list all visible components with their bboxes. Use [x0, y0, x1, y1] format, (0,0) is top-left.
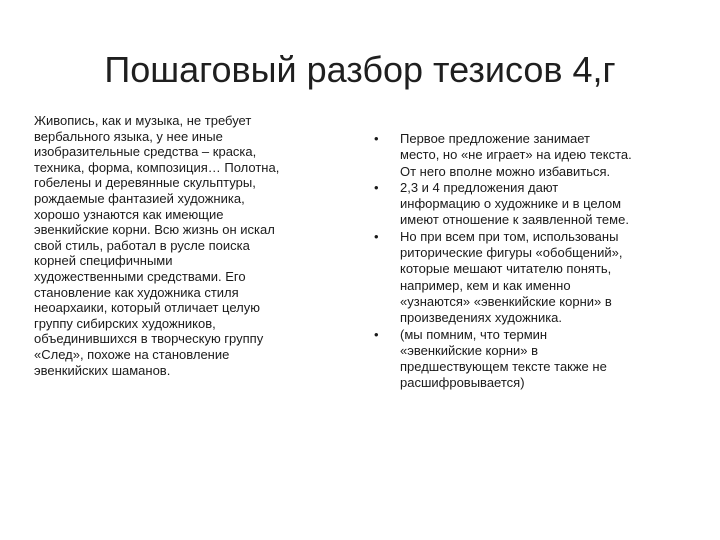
bullet-line: 2,3 и 4 предложения дают: [400, 179, 559, 195]
bullet-line: Первое предложение занимает: [400, 131, 591, 146]
paragraph-line: эвенкийских шаманов.: [34, 362, 171, 378]
bullet-line: расшифровывается): [400, 375, 525, 391]
bullet-line: От него вполне можно избавиться.: [400, 163, 611, 179]
bullet-line: информацию о художнике и в целом: [400, 196, 622, 212]
bullet-item: [374, 180, 704, 229]
bullet-line: предшествующем тексте также не: [400, 359, 607, 375]
paragraph-line: художественными средствами. Его: [34, 268, 246, 284]
paragraph-line: неоархаики, который отличает целую: [34, 300, 260, 316]
bullet-line: «эвенкийские корни» в: [400, 342, 539, 358]
bullet-item: [374, 131, 704, 180]
bullet-line: место, но «не играет» на идею текста.: [400, 147, 632, 163]
paragraph-line: гобелены и деревянные скульптуры,: [34, 175, 256, 191]
paragraph-line: эвенкийские корни. Всю жизнь он искал: [34, 222, 275, 238]
bullet-icon: •: [374, 131, 379, 146]
bullet-line: (мы помним, что термин: [400, 326, 548, 342]
paragraph-line: «След», похоже на становление: [34, 346, 230, 362]
bullet-line: например, кем и как именно: [400, 277, 571, 293]
bullet-line: которые мешают читателю понять,: [400, 261, 612, 277]
paragraph-line: объединившихся в творческую группу: [34, 331, 264, 347]
left-column-paragraph: [34, 113, 354, 378]
paragraph-line: группу сибирских художников,: [34, 315, 216, 331]
bullet-line: имеют отношение к заявленной теме.: [400, 212, 629, 228]
bullet-line: «узнаются» «эвенкийские корни» в: [400, 293, 612, 309]
bullet-icon: •: [374, 326, 379, 342]
bullet-line: Но при всем при том, использованы: [400, 228, 619, 244]
paragraph-line: вербального языка, у нее иные: [34, 128, 223, 144]
paragraph-line: свой стиль, работал в русле поиска: [34, 237, 250, 253]
bullet-item: [374, 327, 704, 392]
paragraph-line: изобразительные средства – краска,: [34, 144, 257, 160]
paragraph-line: техника, форма, композиция… Полотна,: [34, 159, 280, 175]
paragraph-line: рождаемые фантазией художника,: [34, 190, 245, 206]
bullet-list: [374, 131, 704, 392]
bullet-line: произведениях художника.: [400, 310, 563, 326]
slide-title: Пошаговый разбор тезисов 4,г: [104, 49, 616, 90]
paragraph-line: становление как художника стиля: [34, 284, 239, 300]
paragraph-line: хорошо узнаются как имеющие: [34, 206, 224, 222]
paragraph-line: корней специфичными: [34, 253, 173, 269]
paragraph-line: Живопись, как и музыка, не требует: [34, 113, 252, 128]
bullet-icon: •: [374, 179, 379, 195]
bullet-line: риторические фигуры «обобщений»,: [400, 245, 623, 261]
bullet-icon: •: [374, 228, 379, 244]
bullet-item: [374, 229, 704, 327]
